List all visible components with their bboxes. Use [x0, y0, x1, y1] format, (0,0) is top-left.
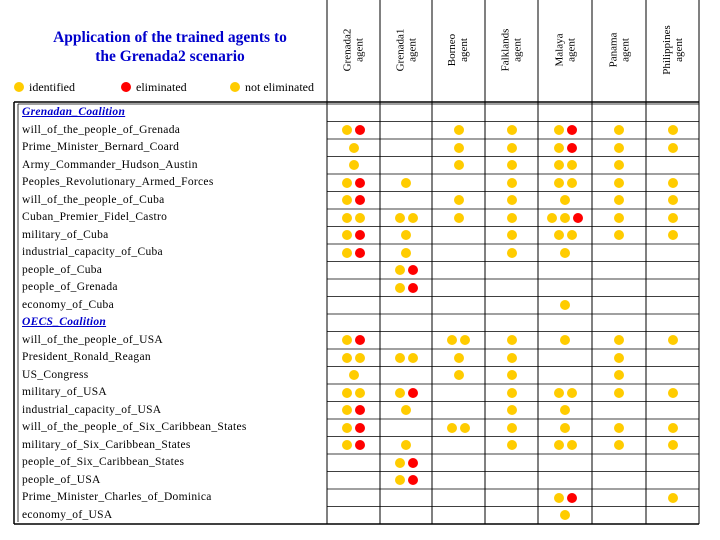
column-header: [485, 2, 538, 98]
table-cell: [485, 367, 538, 385]
yellow-dot-icon: [560, 213, 570, 223]
yellow-dot-icon: [395, 458, 405, 468]
yellow-dot-icon: [395, 283, 405, 293]
yellow-dot-icon: [342, 230, 352, 240]
table-cell: [380, 384, 432, 402]
yellow-dot-icon: [614, 213, 624, 223]
yellow-dot-icon: [668, 440, 678, 450]
yellow-dot-icon: [408, 213, 418, 223]
title-line-2: the Grenada2 scenario: [95, 48, 245, 65]
row-label: industrial_capacity_of_USA: [22, 403, 162, 416]
table-cell: [646, 209, 699, 227]
table-cell: [592, 332, 646, 350]
yellow-dot-icon: [560, 195, 570, 205]
yellow-dot-icon: [355, 353, 365, 363]
yellow-dot-icon: [560, 335, 570, 345]
table-cell: [432, 192, 485, 210]
table-cell: [538, 297, 592, 315]
yellow-dot-icon: [547, 213, 557, 223]
table-cell: [432, 157, 485, 175]
yellow-dot-icon: [507, 195, 517, 205]
yellow-dot-icon: [614, 370, 624, 380]
table-cell: [538, 437, 592, 455]
section-header: Grenadan_Coalition: [22, 106, 126, 118]
yellow-dot-icon: [668, 335, 678, 345]
table-cell: [538, 139, 592, 157]
table-cell: [327, 349, 380, 367]
table-cell: [327, 367, 380, 385]
yellow-dot-icon: [614, 230, 624, 240]
yellow-dot-icon: [460, 335, 470, 345]
yellow-dot-icon: [230, 82, 240, 92]
table-cell: [538, 122, 592, 140]
yellow-dot-icon: [342, 178, 352, 188]
yellow-dot-icon: [507, 388, 517, 398]
yellow-dot-icon: [554, 440, 564, 450]
yellow-dot-icon: [567, 160, 577, 170]
table-cell: [485, 402, 538, 420]
column-header: [538, 2, 592, 98]
row-label: Prime_Minister_Charles_of_Dominica: [22, 491, 212, 503]
table-cell: [538, 157, 592, 175]
yellow-dot-icon: [349, 160, 359, 170]
table-cell: [327, 437, 380, 455]
yellow-dot-icon: [554, 125, 564, 135]
row-label: US_Congress: [22, 368, 89, 381]
table-cell: [432, 367, 485, 385]
table-cell: [327, 332, 380, 350]
table-cell: [327, 402, 380, 420]
yellow-dot-icon: [342, 423, 352, 433]
yellow-dot-icon: [614, 353, 624, 363]
row-label: people_of_Grenada: [22, 281, 118, 293]
table-cell: [327, 384, 380, 402]
table-cell: [538, 507, 592, 525]
yellow-dot-icon: [342, 440, 352, 450]
yellow-dot-icon: [614, 440, 624, 450]
table-cell: [538, 209, 592, 227]
legend-eliminated-label: eliminated: [136, 80, 187, 94]
table-cell: [327, 139, 380, 157]
yellow-dot-icon: [401, 248, 411, 258]
table-cell: [380, 472, 432, 490]
row-label: people_of_Six_Caribbean_States: [22, 456, 185, 468]
table-cell: [592, 139, 646, 157]
red-dot-icon: [355, 423, 365, 433]
yellow-dot-icon: [454, 125, 464, 135]
column-header-name: Falklands: [499, 28, 512, 72]
column-header-text: [607, 33, 631, 68]
yellow-dot-icon: [342, 248, 352, 258]
table-cell: [380, 349, 432, 367]
legend-not-eliminated: [230, 80, 314, 94]
yellow-dot-icon: [668, 213, 678, 223]
row-label: will_of_the_people_of_Six_Caribbean_States: [22, 421, 247, 433]
table-cell: [432, 332, 485, 350]
row-label: will_of_the_people_of_Grenada: [22, 123, 181, 136]
yellow-dot-icon: [14, 82, 24, 92]
row-label: industrial_capacity_of_Cuba: [22, 246, 163, 258]
red-dot-icon: [355, 230, 365, 240]
yellow-dot-icon: [454, 370, 464, 380]
yellow-dot-icon: [668, 195, 678, 205]
red-dot-icon: [355, 178, 365, 188]
yellow-dot-icon: [454, 213, 464, 223]
yellow-dot-icon: [554, 388, 564, 398]
table-cell: [646, 489, 699, 507]
yellow-dot-icon: [401, 230, 411, 240]
column-header-text: [394, 29, 418, 72]
table-cell: [380, 227, 432, 245]
yellow-dot-icon: [349, 370, 359, 380]
row-label: military_of_USA: [22, 386, 107, 398]
table-cell: [646, 384, 699, 402]
table-cell: [646, 122, 699, 140]
table-cell: [646, 419, 699, 437]
table-cell: [538, 192, 592, 210]
column-header-name: Borneo: [446, 33, 459, 67]
table-cell: [485, 437, 538, 455]
yellow-dot-icon: [560, 423, 570, 433]
column-header-text: [446, 34, 470, 66]
table-cell: [485, 174, 538, 192]
column-header-suffix: agent: [353, 38, 366, 62]
red-dot-icon: [355, 440, 365, 450]
yellow-dot-icon: [668, 388, 678, 398]
yellow-dot-icon: [342, 125, 352, 135]
red-dot-icon: [355, 195, 365, 205]
section-header: OECS_Coalition: [22, 316, 107, 328]
table-cell: [538, 174, 592, 192]
yellow-dot-icon: [567, 440, 577, 450]
table-cell: [432, 349, 485, 367]
yellow-dot-icon: [342, 353, 352, 363]
table-cell: [380, 209, 432, 227]
legend-identified: [14, 80, 75, 94]
yellow-dot-icon: [567, 388, 577, 398]
red-dot-icon: [567, 493, 577, 503]
column-header: [432, 2, 485, 98]
table-cell: [485, 332, 538, 350]
red-dot-icon: [408, 475, 418, 485]
yellow-dot-icon: [554, 230, 564, 240]
table-cell: [380, 402, 432, 420]
red-dot-icon: [355, 405, 365, 415]
yellow-dot-icon: [401, 405, 411, 415]
table-cell: [380, 437, 432, 455]
yellow-dot-icon: [560, 405, 570, 415]
table-cell: [538, 332, 592, 350]
column-header-suffix: agent: [458, 38, 471, 62]
yellow-dot-icon: [395, 265, 405, 275]
table-cell: [646, 227, 699, 245]
yellow-dot-icon: [668, 125, 678, 135]
yellow-dot-icon: [395, 213, 405, 223]
column-header-suffix: agent: [564, 38, 577, 62]
yellow-dot-icon: [460, 423, 470, 433]
table-cell: [592, 419, 646, 437]
red-dot-icon: [355, 248, 365, 258]
yellow-dot-icon: [668, 230, 678, 240]
yellow-dot-icon: [567, 230, 577, 240]
row-label: Peoples_Revolutionary_Armed_Forces: [22, 176, 214, 188]
yellow-dot-icon: [342, 405, 352, 415]
column-header-name: Grenada1: [393, 28, 406, 72]
red-dot-icon: [408, 265, 418, 275]
table-cell: [327, 174, 380, 192]
yellow-dot-icon: [401, 440, 411, 450]
table-cell: [485, 139, 538, 157]
table-cell: [592, 174, 646, 192]
red-dot-icon: [408, 458, 418, 468]
row-label: people_of_Cuba: [22, 263, 103, 276]
yellow-dot-icon: [507, 143, 517, 153]
yellow-dot-icon: [614, 143, 624, 153]
red-dot-icon: [355, 335, 365, 345]
column-header: [592, 2, 646, 98]
table-cell: [327, 122, 380, 140]
yellow-dot-icon: [614, 160, 624, 170]
table-cell: [485, 122, 538, 140]
column-header-text: [553, 34, 577, 67]
red-dot-icon: [408, 388, 418, 398]
red-dot-icon: [567, 143, 577, 153]
row-label: will_of_the_people_of_USA: [22, 333, 164, 346]
row-label: military_of_Cuba: [22, 228, 109, 241]
row-label: Cuban_Premier_Fidel_Castro: [22, 211, 168, 223]
red-dot-icon: [355, 125, 365, 135]
yellow-dot-icon: [507, 423, 517, 433]
red-dot-icon: [567, 125, 577, 135]
yellow-dot-icon: [447, 335, 457, 345]
row-label: economy_of_USA: [22, 508, 113, 521]
table-cell: [327, 227, 380, 245]
yellow-dot-icon: [554, 160, 564, 170]
table-cell: [327, 419, 380, 437]
yellow-dot-icon: [395, 475, 405, 485]
yellow-dot-icon: [560, 300, 570, 310]
table-cell: [592, 227, 646, 245]
table-cell: [646, 437, 699, 455]
yellow-dot-icon: [342, 335, 352, 345]
yellow-dot-icon: [507, 125, 517, 135]
table-cell: [646, 139, 699, 157]
column-header: [380, 2, 432, 98]
table-cell: [592, 437, 646, 455]
yellow-dot-icon: [554, 493, 564, 503]
yellow-dot-icon: [560, 248, 570, 258]
table-cell: [380, 279, 432, 297]
yellow-dot-icon: [395, 353, 405, 363]
column-header-name: Philippines: [660, 25, 673, 75]
row-label: will_of_the_people_of_Cuba: [22, 193, 165, 206]
table-cell: [327, 192, 380, 210]
yellow-dot-icon: [349, 143, 359, 153]
yellow-dot-icon: [614, 195, 624, 205]
table-cell: [485, 192, 538, 210]
yellow-dot-icon: [507, 370, 517, 380]
column-header-text: [341, 29, 365, 72]
table-cell: [485, 349, 538, 367]
yellow-dot-icon: [614, 178, 624, 188]
table-cell: [485, 419, 538, 437]
yellow-dot-icon: [614, 125, 624, 135]
yellow-dot-icon: [408, 353, 418, 363]
table-cell: [485, 384, 538, 402]
table-cell: [592, 349, 646, 367]
yellow-dot-icon: [447, 423, 457, 433]
column-header: [327, 2, 380, 98]
column-header-name: Malaya: [552, 33, 565, 67]
yellow-dot-icon: [342, 195, 352, 205]
table-cell: [485, 244, 538, 262]
row-label: economy_of_Cuba: [22, 298, 115, 311]
table-cell: [646, 174, 699, 192]
table-cell: [538, 419, 592, 437]
table-cell: [485, 227, 538, 245]
yellow-dot-icon: [668, 143, 678, 153]
yellow-dot-icon: [614, 423, 624, 433]
yellow-dot-icon: [507, 353, 517, 363]
table-cell: [538, 227, 592, 245]
row-label: Prime_Minister_Bernard_Coard: [22, 141, 180, 153]
yellow-dot-icon: [395, 388, 405, 398]
table-cell: [380, 174, 432, 192]
table-cell: [592, 157, 646, 175]
table-cell: [432, 419, 485, 437]
column-header-name: Panama: [606, 32, 619, 68]
table-cell: [380, 262, 432, 280]
table-cell: [538, 489, 592, 507]
yellow-dot-icon: [507, 160, 517, 170]
yellow-dot-icon: [401, 178, 411, 188]
table-cell: [592, 209, 646, 227]
page-title: [20, 28, 320, 66]
yellow-dot-icon: [507, 405, 517, 415]
table-cell: [592, 384, 646, 402]
row-label: President_Ronald_Reagan: [22, 351, 151, 363]
yellow-dot-icon: [342, 388, 352, 398]
column-header-name: Grenada2: [341, 28, 354, 72]
yellow-dot-icon: [554, 178, 564, 188]
table-cell: [592, 192, 646, 210]
column-header-text: [660, 25, 684, 75]
column-header-text: [500, 29, 524, 72]
table-cell: [432, 209, 485, 227]
yellow-dot-icon: [554, 143, 564, 153]
yellow-dot-icon: [454, 160, 464, 170]
yellow-dot-icon: [507, 178, 517, 188]
column-header-suffix: agent: [618, 38, 631, 62]
yellow-dot-icon: [668, 493, 678, 503]
yellow-dot-icon: [614, 335, 624, 345]
table-cell: [538, 244, 592, 262]
yellow-dot-icon: [454, 143, 464, 153]
yellow-dot-icon: [507, 440, 517, 450]
table-cell: [327, 157, 380, 175]
red-dot-icon: [121, 82, 131, 92]
row-label: military_of_Six_Caribbean_States: [22, 438, 191, 451]
column-header-suffix: agent: [672, 38, 685, 62]
yellow-dot-icon: [560, 510, 570, 520]
table-cell: [538, 384, 592, 402]
yellow-dot-icon: [507, 248, 517, 258]
yellow-dot-icon: [355, 388, 365, 398]
yellow-dot-icon: [454, 353, 464, 363]
legend-eliminated: [121, 80, 187, 94]
legend-identified-label: identified: [29, 80, 75, 94]
yellow-dot-icon: [668, 178, 678, 188]
table-cell: [646, 192, 699, 210]
table-cell: [592, 367, 646, 385]
column-header: [646, 2, 699, 98]
row-label: Army_Commander_Hudson_Austin: [22, 158, 198, 171]
table-cell: [485, 157, 538, 175]
row-label: people_of_USA: [22, 473, 101, 486]
table-cell: [432, 122, 485, 140]
table-cell: [592, 122, 646, 140]
table-cell: [485, 209, 538, 227]
yellow-dot-icon: [507, 335, 517, 345]
column-header-suffix: agent: [405, 38, 418, 62]
table-cell: [380, 244, 432, 262]
yellow-dot-icon: [668, 423, 678, 433]
title-line-1: Application of the trained agents to: [53, 29, 287, 46]
yellow-dot-icon: [567, 178, 577, 188]
yellow-dot-icon: [507, 230, 517, 240]
yellow-dot-icon: [355, 213, 365, 223]
red-dot-icon: [573, 213, 583, 223]
legend-not-eliminated-label: not eliminated: [245, 80, 314, 94]
table-cell: [380, 454, 432, 472]
table-cell: [432, 139, 485, 157]
table-cell: [327, 244, 380, 262]
table-cell: [327, 209, 380, 227]
table-cell: [646, 332, 699, 350]
red-dot-icon: [408, 283, 418, 293]
table-cell: [538, 402, 592, 420]
yellow-dot-icon: [507, 213, 517, 223]
yellow-dot-icon: [454, 195, 464, 205]
yellow-dot-icon: [342, 213, 352, 223]
yellow-dot-icon: [614, 388, 624, 398]
column-header-suffix: agent: [511, 38, 524, 62]
